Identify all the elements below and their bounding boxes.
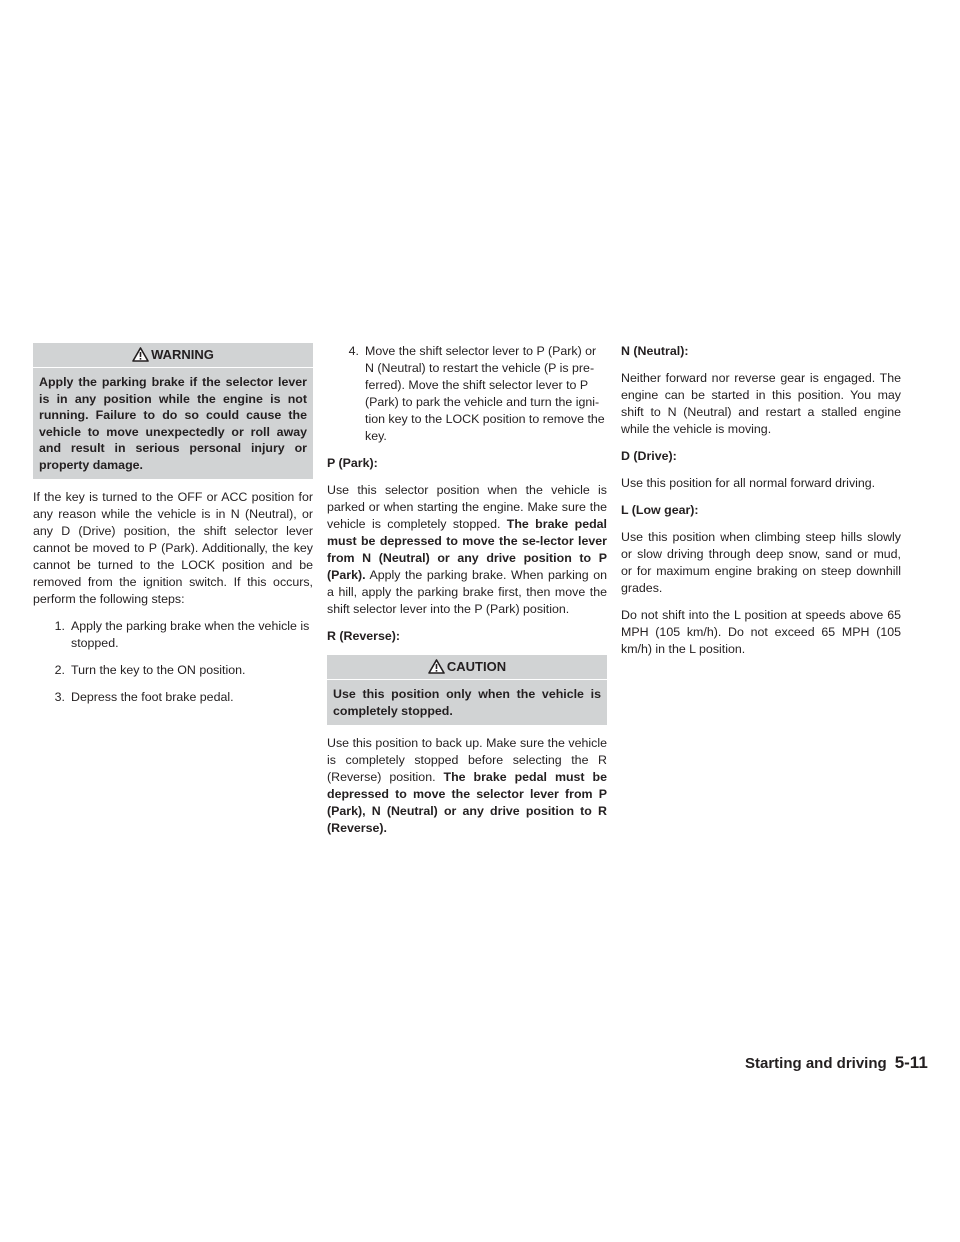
reverse-paragraph: Use this position to back up. Make sure the vehicle is completely stopped before selecting the R (Reverse) position. The brake pedal must be depressed to move the selector lever from P (Park), N (Neutral) or any drive position to R (Reverse). bbox=[327, 736, 607, 835]
step-text: Turn the key to the ON position. bbox=[71, 663, 246, 677]
park-paragraph: Use this selector position when the vehicle is parked or when starting the engine. Make sure the vehicle is completely stopped. The brake pedal must be depressed to move the se-lector lever from N (Neutral) or any drive position to P (Park). Apply the parking brake. When parking on a hill, apply the parking brake first, then move the shift selector lever into the P (Park) position. bbox=[327, 483, 607, 616]
speed-limit-paragraph: Do not shift into the L position at speeds above 65 MPH (105 km/h). Do not exceed 65 MPH (105 km/h) in the L position. bbox=[621, 608, 901, 656]
page-footer bbox=[745, 1053, 928, 1073]
reverse-heading: R (Reverse): bbox=[327, 629, 400, 643]
column-middle bbox=[327, 343, 607, 847]
caution-text: Use this position only when the vehicle is completely stopped. bbox=[327, 679, 607, 725]
step-text: Move the shift selector lever to P (Park) or N (Neutral) to restart the vehicle (P is pre-ferred). Move the shift selector lever to P (Park) to park the vehicle and turn the igni-tion key to the LOCK position to remove the key. bbox=[365, 344, 605, 443]
list-item bbox=[327, 343, 607, 445]
caution-header bbox=[327, 655, 607, 679]
warning-box bbox=[33, 343, 313, 479]
warning-triangle-icon bbox=[132, 347, 149, 362]
caution-triangle-icon bbox=[428, 659, 445, 674]
column-right bbox=[621, 343, 901, 668]
park-heading: P (Park): bbox=[327, 456, 378, 470]
drive-paragraph: Use this position for all normal forward driving. bbox=[621, 476, 876, 490]
step-number: 3. bbox=[54, 690, 65, 704]
step-number: 4. bbox=[348, 344, 359, 358]
caution-title: CAUTION bbox=[446, 659, 507, 674]
low-gear-heading: L (Low gear): bbox=[621, 503, 699, 517]
step-number: 1. bbox=[54, 619, 65, 633]
step-number: 2. bbox=[54, 663, 65, 677]
list-item bbox=[33, 662, 313, 679]
step-text: Depress the foot brake pedal. bbox=[71, 690, 234, 704]
warning-title: WARNING bbox=[151, 347, 214, 362]
list-item bbox=[33, 618, 313, 652]
list-item bbox=[33, 689, 313, 706]
neutral-heading: N (Neutral): bbox=[621, 344, 689, 358]
neutral-paragraph: Neither forward nor reverse gear is engaged. The engine can be started in this position. You may shift to N (Neutral) and restart a stalled engine while the vehicle is moving. bbox=[621, 371, 901, 436]
intro-paragraph: If the key is turned to the OFF or ACC position for any reason while the vehicle is in N (Neutral), or any D (Drive) position, the shift selector lever cannot be moved to P (Park). Additionally, the key cannot be turned to the LOCK position and be removed from the ignition switch. If this occurs, perform the following steps: bbox=[33, 490, 313, 606]
low-gear-paragraph: Use this position when climbing steep hills slowly or slow driving through deep snow, sand or mud, or for maximum engine braking on steep downhill grades. bbox=[621, 530, 901, 595]
column-left bbox=[33, 343, 313, 716]
step-text: Apply the parking brake when the vehicle is stopped. bbox=[71, 619, 310, 650]
drive-heading: D (Drive): bbox=[621, 449, 677, 463]
caution-box bbox=[327, 655, 607, 725]
warning-header bbox=[33, 343, 313, 367]
page-number: 5-11 bbox=[894, 1053, 928, 1072]
section-title: Starting and driving bbox=[745, 1055, 887, 1072]
warning-text: Apply the parking brake if the selector lever is in any position while the engine is not running. Failure to do so could cause the vehicle to move unexpectedly or roll away and result in serious personal injury or property damage. bbox=[33, 367, 313, 479]
